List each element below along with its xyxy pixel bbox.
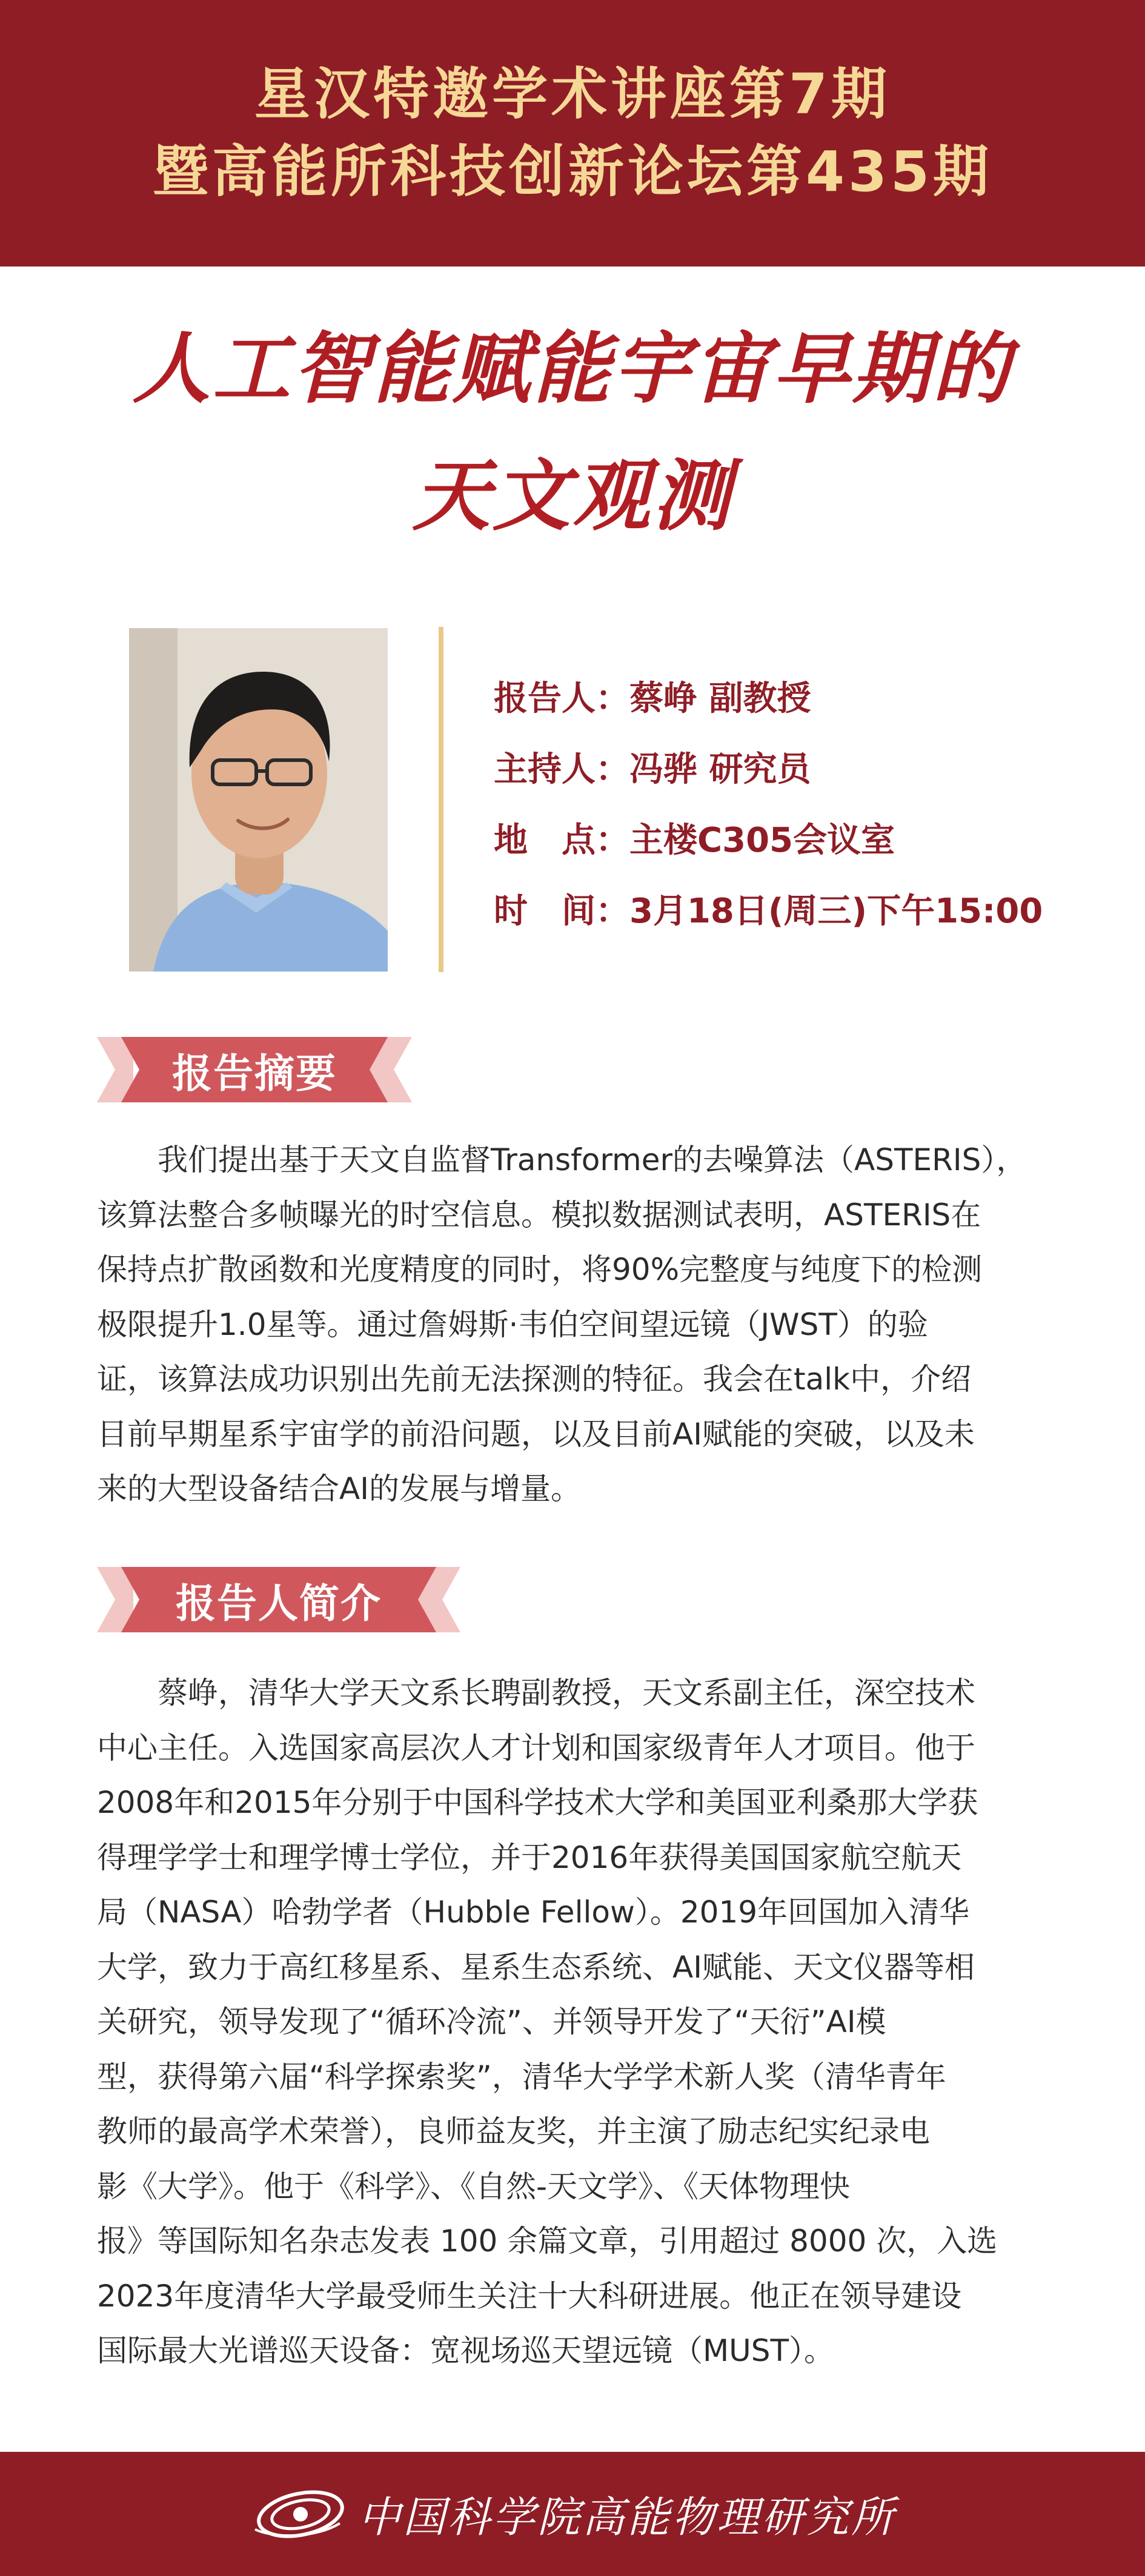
info-value: 冯骅 研究员: [629, 749, 811, 789]
bio-line: 得理学学士和理学博士学位，并于2016年获得美国国家航空航天: [97, 1839, 962, 1875]
bio-section-title: 报告人简介: [176, 1580, 382, 1627]
info-divider: [439, 627, 443, 972]
info-row-host: [494, 731, 1100, 802]
info-row-time: [494, 873, 1100, 944]
info-label: 主持人：: [494, 749, 629, 789]
bio-line: 影《大学》。他于《科学》、《自然-天文学》、《天体物理快: [97, 2168, 851, 2204]
bio-line: 局（NASA）哈勃学者（Hubble Fellow）。2019年回国加入清华: [97, 1895, 970, 1930]
abstract-line: 保持点扩散函数和光度精度的同时，将90%完整度与纯度下的检测: [97, 1252, 983, 1287]
footer-institute-name: 中国科学院高能物理研究所: [358, 2492, 896, 2542]
header-title-line-1: 星汉特邀学术讲座第7期: [254, 62, 891, 127]
bio-line: 关研究，领导发现了“循环冷流”、并领导开发了“天衍”AI模: [97, 2004, 886, 2039]
lecture-title-line-2: 天文观测: [412, 451, 732, 541]
speaker-photo: [129, 628, 388, 972]
bio-line: 教师的最高学术荣誉），良师益友奖，并主演了励志纪实纪录电: [97, 2114, 930, 2149]
lecture-title-line-1: 人工智能赋能宇宙早期的: [132, 324, 1012, 414]
info-value: 主楼C305会议室: [629, 820, 895, 860]
bio-line: 蔡峥，清华大学天文系长聘副教授，天文系副主任，深空技术: [158, 1675, 975, 1710]
abstract-section-banner: [97, 1037, 412, 1102]
bio-line: 国际最大光谱巡天设备：宽视场巡天望远镜（MUST）。: [97, 2333, 835, 2368]
info-label: 时 间：: [494, 891, 629, 931]
speaker-portrait-graphic: [129, 628, 388, 972]
abstract-line: 目前早期星系宇宙学的前沿问题，以及目前AI赋能的突破，以及未: [97, 1416, 975, 1452]
info-row-speaker: [494, 660, 1100, 731]
bio-line: 2023年度清华大学最受师生关注十大科研进展。他正在领导建设: [97, 2278, 962, 2314]
header-banner: [0, 0, 1145, 267]
abstract-text: [97, 1133, 1054, 1517]
bio-section-banner: [97, 1567, 460, 1632]
bio-line: 2008年和2015年分别于中国科学技术大学和美国亚利桑那大学获: [97, 1785, 978, 1820]
bio-text: [97, 1666, 1054, 2379]
info-label: 报告人：: [494, 678, 629, 718]
bio-line: 报》等国际知名杂志发表 100 余篇文章，引用超过 8000 次，入选: [97, 2223, 998, 2259]
abstract-line: 来的大型设备结合AI的发展与增量。: [97, 1471, 581, 1506]
abstract-line: 极限提升1.0星等。通过詹姆斯·韦伯空间望远镜（JWST）的验: [97, 1306, 928, 1342]
info-row-location: [494, 802, 1100, 873]
footer-banner: [0, 2452, 1145, 2576]
abstract-line: 证，该算法成功识别出先前无法探测的特征。我会在talk中，介绍: [97, 1362, 972, 1397]
abstract-line: 该算法整合多帧曝光的时空信息。模拟数据测试表明，ASTERIS在: [97, 1197, 981, 1233]
bio-line: 大学，致力于高红移星系、星系生态系统、AI赋能、天文仪器等相: [97, 1949, 975, 1985]
lecture-title: [0, 306, 1145, 560]
ihep-logo-icon: [249, 2481, 346, 2548]
header-title-line-2: 暨高能所科技创新论坛第435期: [152, 139, 993, 204]
info-label: 地 点：: [494, 820, 629, 860]
info-value: 蔡峥 副教授: [629, 678, 811, 718]
bio-line: 中心主任。入选国家高层次人才计划和国家级青年人才项目。他于: [97, 1730, 975, 1766]
abstract-section-title: 报告摘要: [172, 1050, 337, 1097]
info-value: 3月18日(周三)下午15:00: [629, 891, 1043, 931]
abstract-line: 我们提出基于天文自监督Transformer的去噪算法（ASTERIS），: [158, 1142, 1027, 1177]
event-info-list: [494, 660, 1100, 944]
bio-line: 型，获得第六届“科学探索奖”，清华大学学术新人奖（清华青年: [97, 2059, 946, 2094]
